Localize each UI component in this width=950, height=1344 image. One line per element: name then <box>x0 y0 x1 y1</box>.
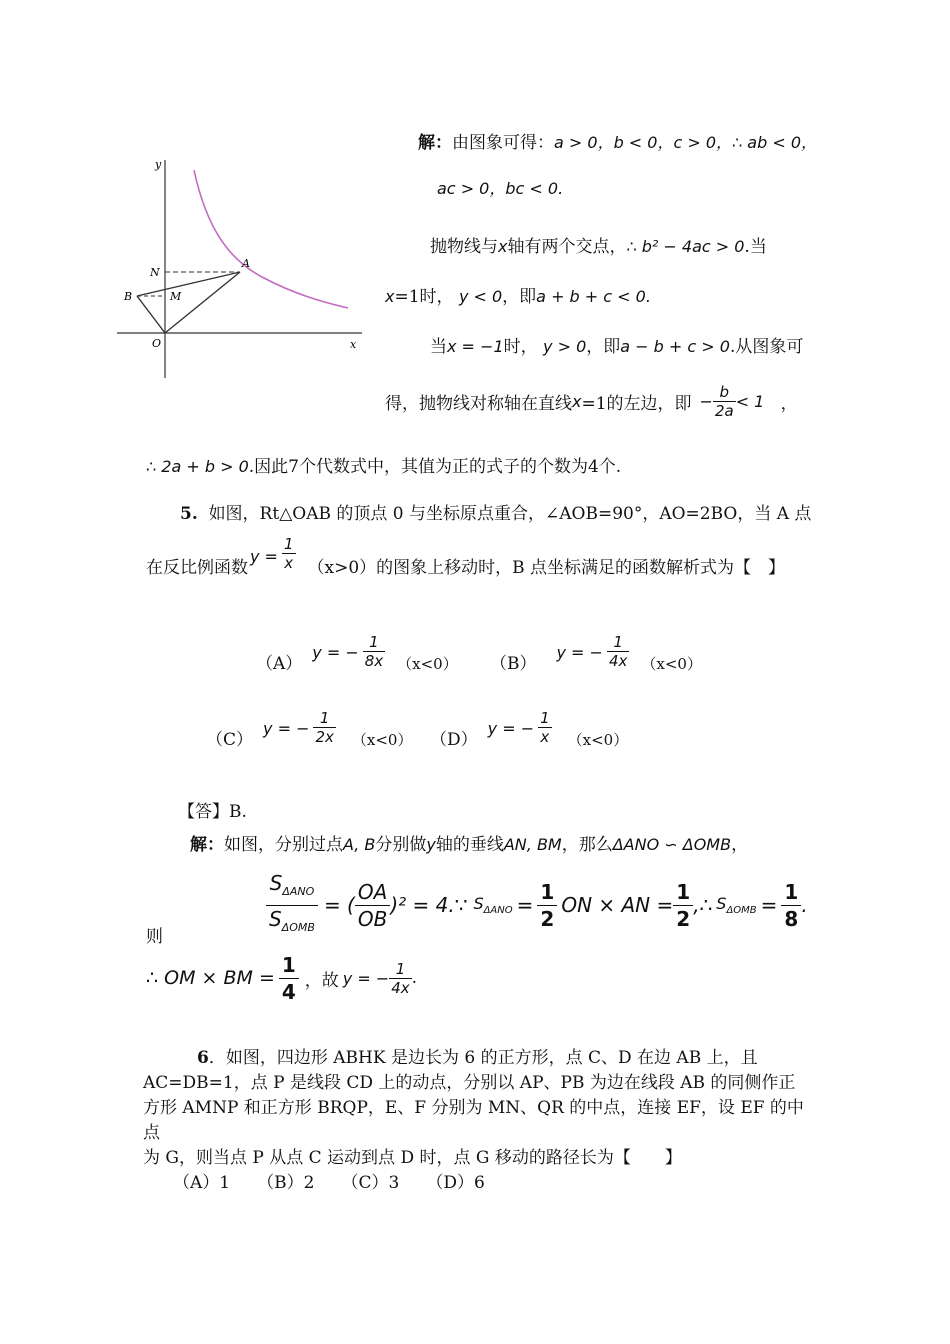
segment-OB <box>137 296 165 333</box>
numerator: 1 <box>389 960 411 979</box>
math: y = − <box>342 968 390 988</box>
math: x = −1 <box>447 337 504 356</box>
fraction <box>607 633 629 670</box>
q5-line2 <box>146 532 785 578</box>
area-s <box>473 894 512 916</box>
question-text: AC=DB=1，点 P 是线段 CD 上的动点，分别以 AP、PB 为边在线段 AB 的同侧作正 <box>143 1073 796 1093</box>
math: ac > 0，bc < 0. <box>437 179 564 198</box>
solution4-line1 <box>418 128 817 153</box>
fraction <box>313 709 335 746</box>
numerator: 1 <box>540 709 550 727</box>
math: y <box>426 835 436 854</box>
condition: （x<0） <box>641 655 702 673</box>
math: a + b + c < 0. <box>536 287 651 306</box>
numerator: OA <box>355 879 390 906</box>
denominator: 4x <box>608 652 628 670</box>
denominator: 4x <box>391 978 410 997</box>
math: = ( <box>323 893 355 917</box>
q5-area-equation <box>266 870 808 940</box>
denominator: OB <box>357 906 388 931</box>
text: ，那么 <box>561 835 613 855</box>
numerator: b <box>713 383 736 402</box>
math: x <box>572 391 582 411</box>
text: ，即 <box>502 287 537 307</box>
question-text: 为 G，则当点 P 从点 C 运动到点 D 时，点 G 移动的路径长为【 】 <box>143 1148 682 1168</box>
denominator: 8x <box>364 652 384 670</box>
numerator: 1 <box>781 879 801 906</box>
text: 当 <box>430 337 447 357</box>
denominator <box>266 906 318 941</box>
q6-line4 <box>143 1146 808 1171</box>
q6-question <box>143 1046 808 1196</box>
denominator: 2 <box>540 906 555 931</box>
q6-option-a[interactable]: （A）1 <box>173 1173 231 1193</box>
text: 得，抛物线对称轴在直线 <box>385 393 572 414</box>
numerator: 1 <box>283 535 294 553</box>
denominator: 2 <box>676 906 691 931</box>
math: < 1 <box>735 391 765 411</box>
math: x <box>498 237 508 256</box>
numerator: 1 <box>279 952 299 979</box>
condition: （x<0） <box>351 731 413 749</box>
numerator: 1 <box>363 633 385 652</box>
fraction <box>363 633 385 670</box>
solution4-line3 <box>430 232 767 257</box>
label-M: M <box>170 290 182 303</box>
s: S <box>716 893 727 913</box>
q5-option-d[interactable] <box>430 700 628 752</box>
math: y = − <box>312 643 359 662</box>
q5-answer <box>178 797 247 822</box>
sub: ΔANO <box>282 884 315 898</box>
hyperbola-curve <box>194 170 348 308</box>
math: y = − <box>263 719 310 738</box>
minus-sign: − <box>699 391 713 411</box>
q5-ze <box>146 922 163 947</box>
solution4-line2 <box>437 176 563 199</box>
q6-line2 <box>143 1071 808 1096</box>
q5-final-line <box>146 948 417 1008</box>
math: ∴ 2a + b > 0 <box>146 457 249 476</box>
question-text: ．如图，四边形 ABHK 是边长为 6 的正方形，点 C、D 在边 AB 上，且 <box>208 1048 758 1068</box>
condition: （x<0） <box>567 731 629 749</box>
text: ，故 <box>304 970 339 991</box>
math: = <box>516 893 534 917</box>
question-number: 5. <box>180 504 198 524</box>
text: . <box>411 968 418 988</box>
math: y > 0 <box>543 337 587 356</box>
numerator <box>266 870 318 906</box>
solution4-line6 <box>385 378 798 424</box>
q5-line1 <box>180 499 811 524</box>
math: y = <box>250 547 278 566</box>
quarter-fraction <box>279 952 299 1005</box>
math: AN, BM <box>503 835 562 854</box>
label-N: N <box>150 266 160 279</box>
solution-label: 解： <box>418 133 452 153</box>
q6-line3 <box>143 1096 808 1146</box>
denominator: x <box>540 728 550 746</box>
solution-label: 解： <box>190 835 224 855</box>
label-B: B <box>124 290 133 303</box>
denominator: 8 <box>784 906 799 931</box>
s: S <box>269 906 282 931</box>
math: a − b + c > 0 <box>620 337 730 356</box>
q6-option-b[interactable]: （B）2 <box>257 1173 315 1193</box>
text: 轴的垂线 <box>435 835 504 855</box>
label-y: y <box>155 158 162 171</box>
q6-option-d[interactable]: （D）6 <box>426 1173 485 1193</box>
sub: ΔOMB <box>726 905 757 917</box>
q5-option-a[interactable] <box>256 624 458 676</box>
side-ratio-fraction <box>355 879 390 932</box>
numerator: 1 <box>313 709 335 728</box>
option-label: （B） <box>490 654 537 674</box>
denominator: 2x <box>315 728 334 746</box>
text: ，即 <box>586 337 621 357</box>
math: )² = 4.∵ <box>390 893 468 917</box>
math: y = − <box>556 643 603 662</box>
math: y < 0 <box>458 287 503 306</box>
text: 时， <box>503 337 538 357</box>
label-x: x <box>350 338 357 351</box>
question-text: 方形 AMNP 和正方形 BRQP，E、F 分别为 MN、QR 的中点，连接 EF，设 EF 的中点 <box>143 1098 804 1143</box>
math: . <box>801 893 808 917</box>
q5-solution-line1 <box>190 830 748 855</box>
option-label: （D） <box>430 730 478 750</box>
s: S <box>269 870 283 895</box>
text: 则 <box>146 927 163 947</box>
text: .因此7个代数式中，其值为正的式子的个数为4个. <box>248 457 622 477</box>
denominator: x <box>284 554 294 572</box>
math: = <box>760 893 778 917</box>
fraction <box>538 709 552 746</box>
q5-option-c[interactable] <box>206 700 412 752</box>
numerator: 1 <box>537 879 557 906</box>
condition: （x<0） <box>397 655 458 673</box>
fraction <box>389 960 411 997</box>
option-label: （A） <box>256 654 303 674</box>
label-A: A <box>242 257 250 270</box>
math: ,∴ <box>693 893 713 917</box>
solution4-line7 <box>146 452 621 477</box>
text: 轴有两个交点， <box>507 237 627 257</box>
solution4-line4 <box>385 282 651 307</box>
math: A, B <box>343 835 376 854</box>
math: ∴ OM × BM = <box>146 967 275 989</box>
label-O: O <box>152 337 162 350</box>
q6-option-c[interactable]: （C）3 <box>341 1173 400 1193</box>
text: .当 <box>744 237 767 257</box>
text: =1时， <box>394 287 454 307</box>
text: .从图象可 <box>729 337 804 357</box>
text: 分别做 <box>375 835 427 855</box>
text: 由图象可得： <box>452 133 554 153</box>
hyperbola-figure <box>112 150 372 385</box>
denominator: 4 <box>281 979 296 1004</box>
numerator: 1 <box>673 879 693 906</box>
eighth-fraction <box>781 879 801 932</box>
question-number: 6 <box>197 1048 209 1068</box>
text: 如图，分别过点 <box>224 835 343 855</box>
text: （x>0）的图象上移动时，B 点坐标满足的函数解析式为【 】 <box>307 558 786 578</box>
text: ， <box>731 835 749 855</box>
fraction <box>713 383 736 420</box>
math: ΔANO ∽ ΔOMB <box>612 835 732 854</box>
q6-line1 <box>143 1046 808 1071</box>
math: ∴ b² − 4ac > 0 <box>626 237 745 256</box>
denominator: 2a <box>714 401 734 420</box>
math: y = − <box>487 719 535 738</box>
half-fraction-2 <box>673 879 693 932</box>
q5-option-b[interactable] <box>490 624 702 676</box>
s: S <box>473 893 484 913</box>
text: 在反比例函数 <box>146 558 248 578</box>
math: a > 0，b < 0，c > 0，∴ ab < 0， <box>554 133 818 152</box>
comma: ， <box>764 393 798 414</box>
sub: ΔANO <box>483 905 513 917</box>
question-text: 如图，Rt△OAB 的顶点 0 与坐标原点重合，∠AOB=90°，AO=2BO，当 A 点 <box>208 504 812 524</box>
q6-options <box>143 1171 808 1196</box>
sub: ΔOMB <box>281 920 315 934</box>
fraction <box>282 535 296 572</box>
solution4-line5 <box>430 332 803 357</box>
text: =1的左边，即 <box>581 393 692 414</box>
numerator: 1 <box>607 633 629 652</box>
math: x <box>385 287 395 306</box>
math: ON × AN = <box>561 893 674 917</box>
option-label: （C） <box>206 730 254 750</box>
text: 抛物线与 <box>430 237 498 257</box>
answer-text: 【答】B. <box>178 802 247 822</box>
half-fraction <box>537 879 557 932</box>
area-ratio-fraction <box>266 870 318 941</box>
area-s2 <box>716 894 756 916</box>
